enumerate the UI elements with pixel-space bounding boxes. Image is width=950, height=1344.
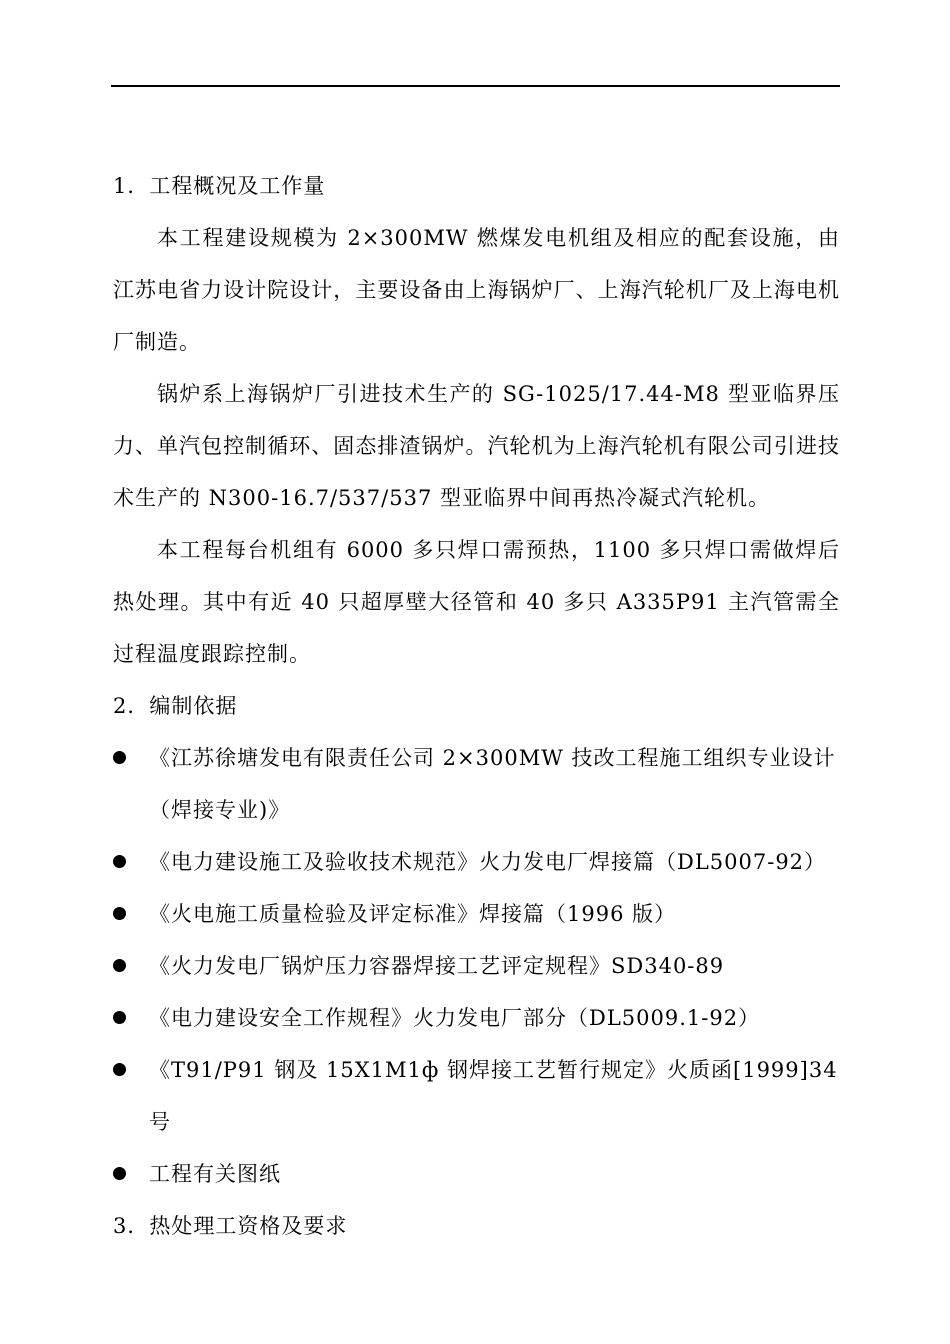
section-1-paragraph-1: 本工程建设规模为 2×300MW 燃煤发电机组及相应的配套设施，由江苏电省力设计院设计，主要设备由上海锅炉厂、上海汽轮机厂及上海电机厂制造。 [113,226,840,354]
reference-item-text: 《电力建设施工及验收技术规范》火力发电厂焊接篇（DL5007-92） [149,850,827,874]
reference-item [113,1044,840,1148]
reference-item [113,992,840,1044]
reference-item-text: 工程有关图纸 [149,1162,281,1186]
reference-item-text: 《火力发电厂锅炉压力容器焊接工艺评定规程》SD340-89 [149,954,725,978]
bullet-icon [113,907,126,920]
section-3-heading: 3．热处理工资格及要求 [113,1214,348,1238]
document-body [113,160,840,1252]
reference-item [113,1148,840,1200]
bullet-icon [113,1011,126,1024]
reference-item-text: 《T91/P91 钢及 15X1M1ф 钢焊接工艺暂行规定》火质函[1999]34 号 [149,1058,838,1134]
reference-item [113,940,840,992]
reference-item-text: 《江苏徐塘发电有限责任公司 2×300MW 技改工程施工组织专业设计（焊接专业)》 [149,746,836,822]
reference-item [113,888,840,940]
section-1-paragraph-2: 锅炉系上海锅炉厂引进技术生产的 SG-1025/17.44-M8 型亚临界压力、单汽包控制循环、固态排渣锅炉。汽轮机为上海汽轮机有限公司引进技术生产的 N300-16.7/537/537 型亚临界中间再热冷凝式汽轮机。 [113,382,840,510]
reference-item [113,732,840,836]
reference-item-text: 《火电施工质量检验及评定标准》焊接篇（1996 版） [149,902,677,926]
bullet-icon [113,959,126,972]
bullet-icon [113,751,126,764]
reference-item [113,836,840,888]
bullet-icon [113,1167,126,1180]
bullet-icon [113,1063,126,1076]
section-1-paragraph-3: 本工程每台机组有 6000 多只焊口需预热，1100 多只焊口需做焊后热处理。其中有近 40 只超厚壁大径管和 40 多只 A335P91 主汽管需全过程温度跟踪控制。 [113,538,840,666]
section-1-heading: 1．工程概况及工作量 [113,174,326,198]
reference-item-text: 《电力建设安全工作规程》火力发电厂部分（DL5009.1-92） [149,1006,761,1030]
reference-list [113,732,840,1200]
header-rule [111,85,840,87]
section-2-heading: 2．编制依据 [113,694,238,718]
bullet-icon [113,855,126,868]
